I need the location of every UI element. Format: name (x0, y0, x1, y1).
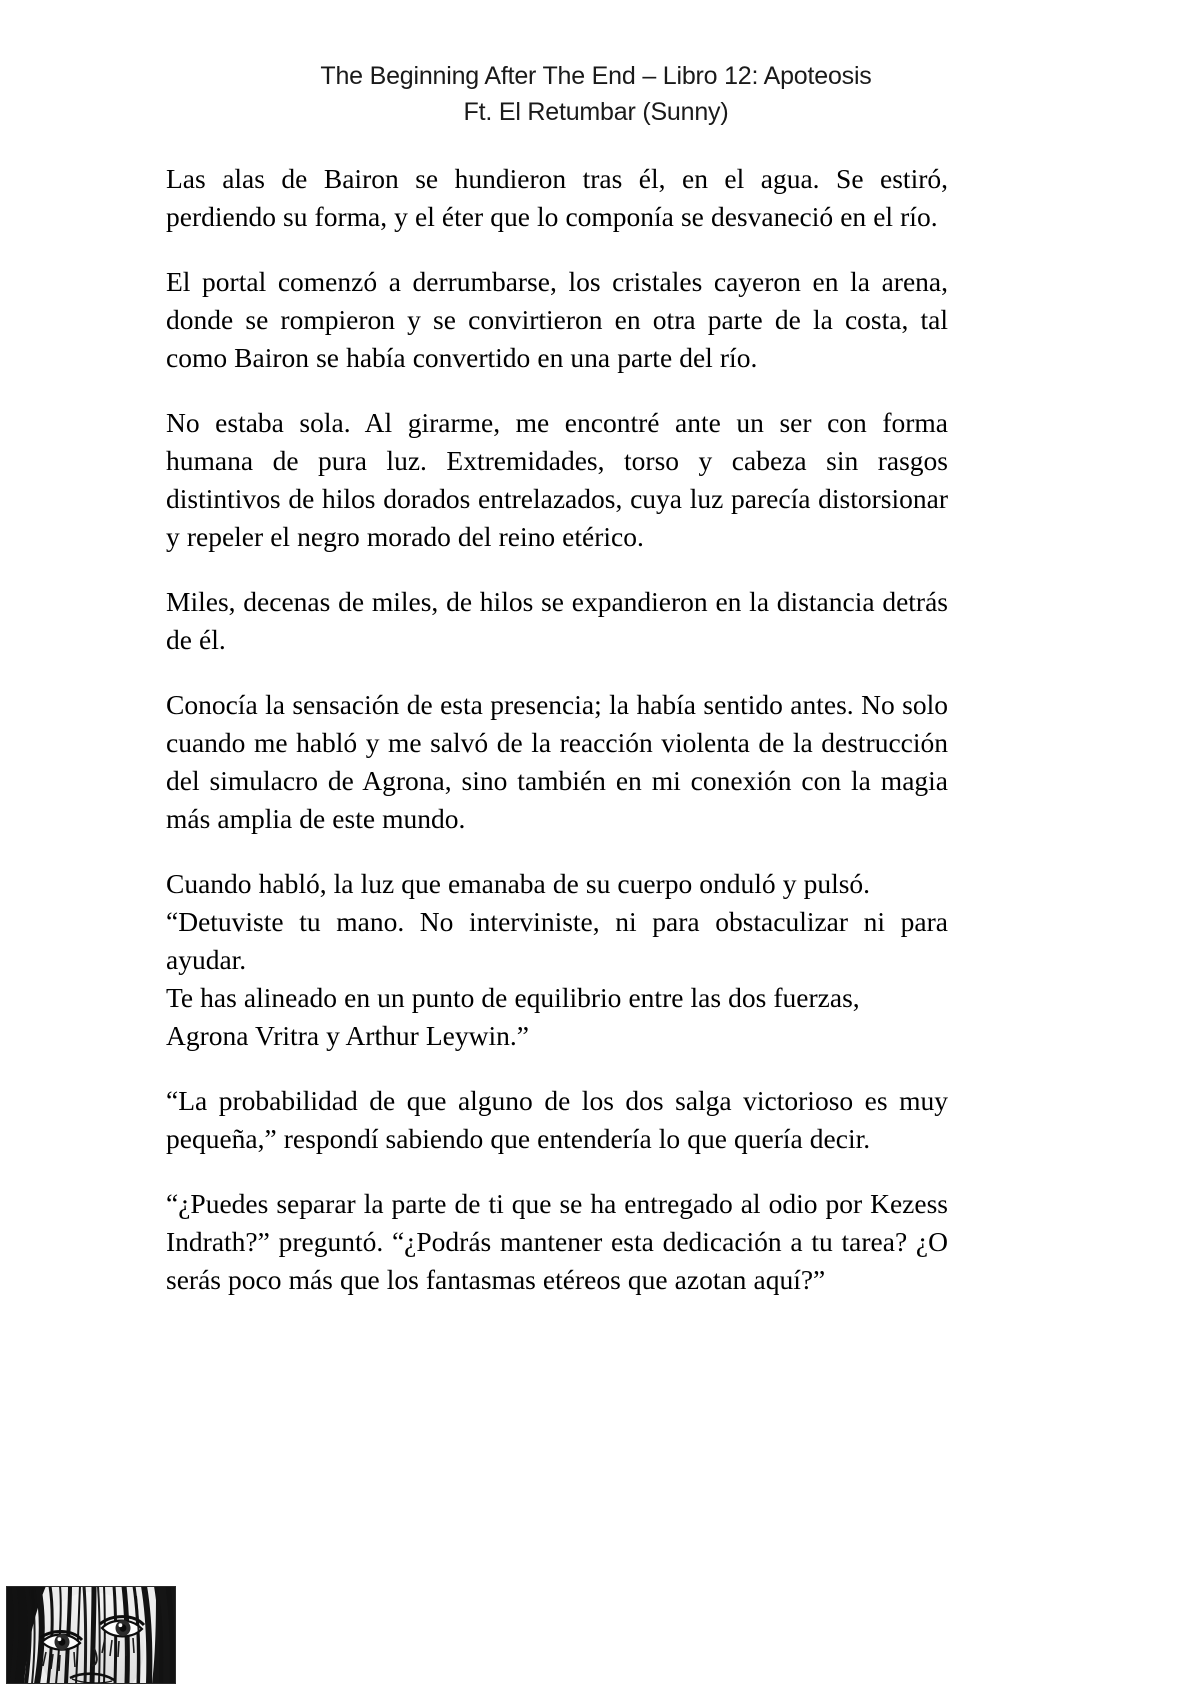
manga-face-illustration-graphic (6, 1586, 176, 1684)
paragraph-8: “¿Puedes separar la parte de ti que se ha entregado al odio por Kezess Indrath?” preguntó. “¿Podrás mantener esta dedicación a tu tarea? ¿O serás poco más que los fantasmas etéreos que azotan aquí?” (166, 1188, 948, 1295)
document-body (166, 160, 948, 1326)
paragraph-1: Las alas de Bairon se hundieron tras él, en el agua. Se estiró, perdiendo su forma, y el éter que lo componía se desvaneció en el río. (166, 163, 948, 232)
dialogue-line-4: Agrona Vritra y Arthur Leywin.” (166, 1020, 529, 1051)
dialogue-line-3: Te has alineado en un punto de equilibrio entre las dos fuerzas, (166, 982, 860, 1013)
manga-face-illustration (6, 1586, 176, 1684)
paragraph-7: “La probabilidad de que alguno de los dos salga victorioso es muy pequeña,” respondí sabiendo que entendería lo que quería decir. (166, 1085, 948, 1154)
dialogue-line-2: “Detuviste tu mano. No interviniste, ni para obstaculizar ni para ayudar. (166, 906, 948, 975)
header-title-line-1: The Beginning After The End – Libro 12: Apoteosis (320, 62, 872, 90)
header-subtitle-line-2: Ft. El Retumbar (Sunny) (463, 98, 729, 126)
paragraph-3: No estaba sola. Al girarme, me encontré ante un ser con forma humana de pura luz. Extremidades, torso y cabeza sin rasgos distintivos de hilos dorados entrelazados, cuya luz parecía distorsionar y repeler el negro morado del reino etérico. (166, 407, 948, 552)
dialogue-line-1: Cuando habló, la luz que emanaba de su cuerpo onduló y pulsó. (166, 868, 871, 899)
paragraph-4: Miles, decenas de miles, de hilos se expandieron en la distancia detrás de él. (166, 586, 948, 655)
document-header (0, 58, 1192, 130)
paragraph-2: El portal comenzó a derrumbarse, los cristales cayeron en la arena, donde se rompieron y se convirtieron en otra parte de la costa, tal como Bairon se había convertido en una parte del río. (166, 266, 948, 373)
dialogue-block (166, 865, 948, 1055)
paragraph-5: Conocía la sensación de esta presencia; la había sentido antes. No solo cuando me habló y me salvó de la reacción violenta de la destrucción del simulacro de Agrona, sino también en mi conexión con la magia más amplia de este mundo. (166, 689, 948, 834)
